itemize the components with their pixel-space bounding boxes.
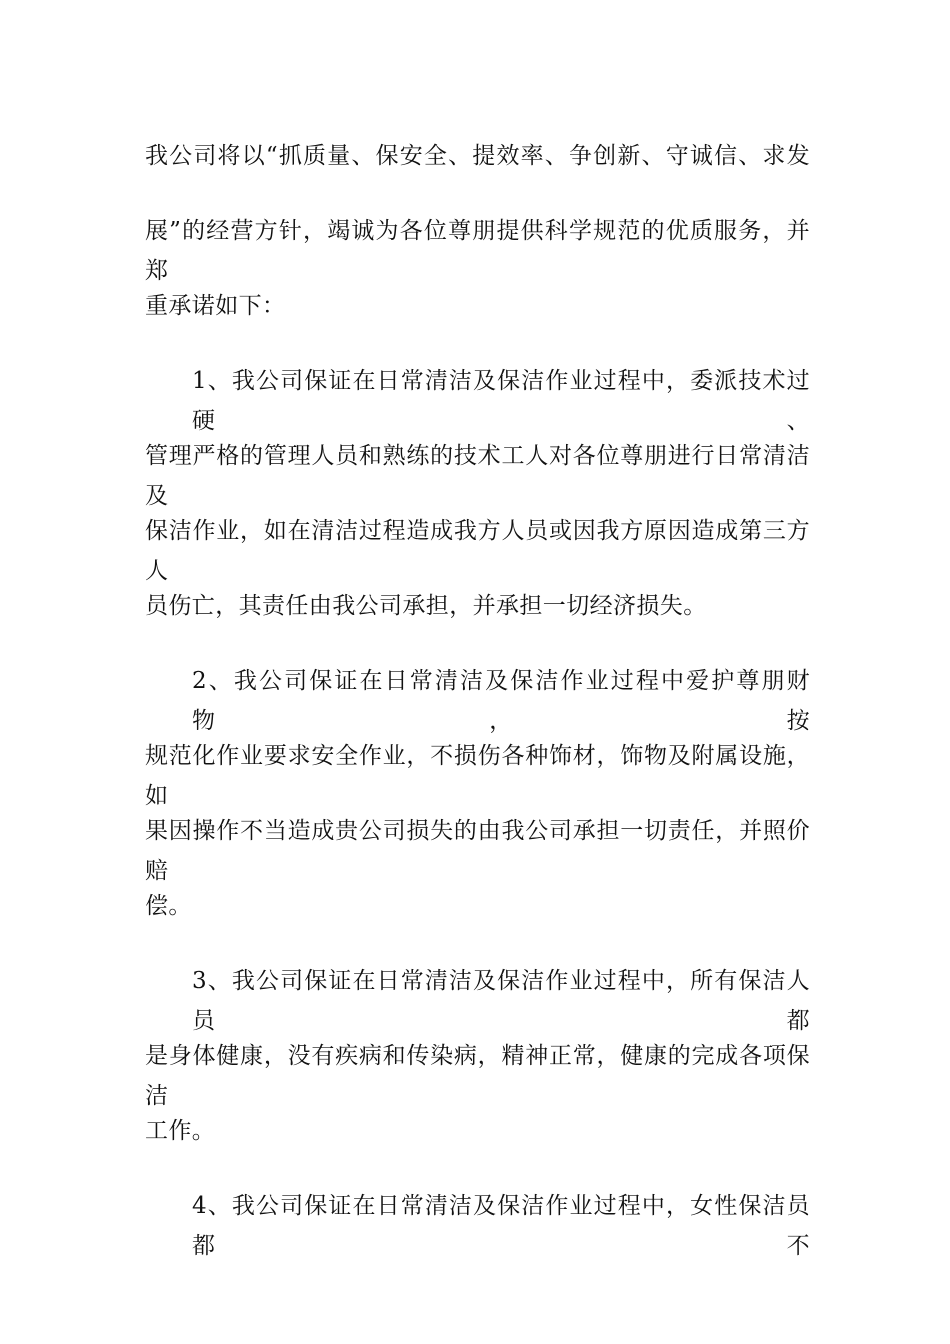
paragraph-1-start: 1、我公司保证在日常清洁及保洁作业过程中，委派技术过硬、 (192, 368, 810, 434)
paragraph-2-start: 2、我公司保证在日常清洁及保洁作业过程中爱护尊朋财物，按 (192, 668, 810, 734)
text-line: 果因操作不当造成贵公司损失的由我公司承担一切责任，并照价赔 (145, 818, 810, 884)
text-line: 规范化作业要求安全作业，不损伤各种饰材，饰物及附属设施，如 (145, 743, 810, 809)
text-line: 偿。 (145, 893, 192, 919)
text-line: 工作。 (145, 1118, 216, 1144)
text-line: 展”的经营方针，竭诚为各位尊朋提供科学规范的优质服务，并郑 (145, 218, 810, 284)
paragraph-3-start: 3、我公司保证在日常清洁及保洁作业过程中，所有保洁人员都 (192, 968, 810, 1034)
text-line: 保洁作业，如在清洁过程造成我方人员或因我方原因造成第三方人 (145, 518, 810, 584)
text-line: 是身体健康，没有疾病和传染病，精神正常，健康的完成各项保洁 (145, 1043, 810, 1109)
paragraph-4-start: 4、我公司保证在日常清洁及保洁作业过程中，女性保洁员都不 (192, 1193, 810, 1259)
text-line: 管理严格的管理人员和熟练的技术工人对各位尊朋进行日常清洁及 (145, 443, 810, 509)
text-line: 员伤亡，其责任由我公司承担，并承担一切经济损失。 (145, 593, 707, 619)
text-line: 我公司将以“抓质量、保安全、提效率、争创新、守诚信、求发 (145, 143, 810, 169)
text-line: 重承诺如下： (145, 293, 286, 319)
